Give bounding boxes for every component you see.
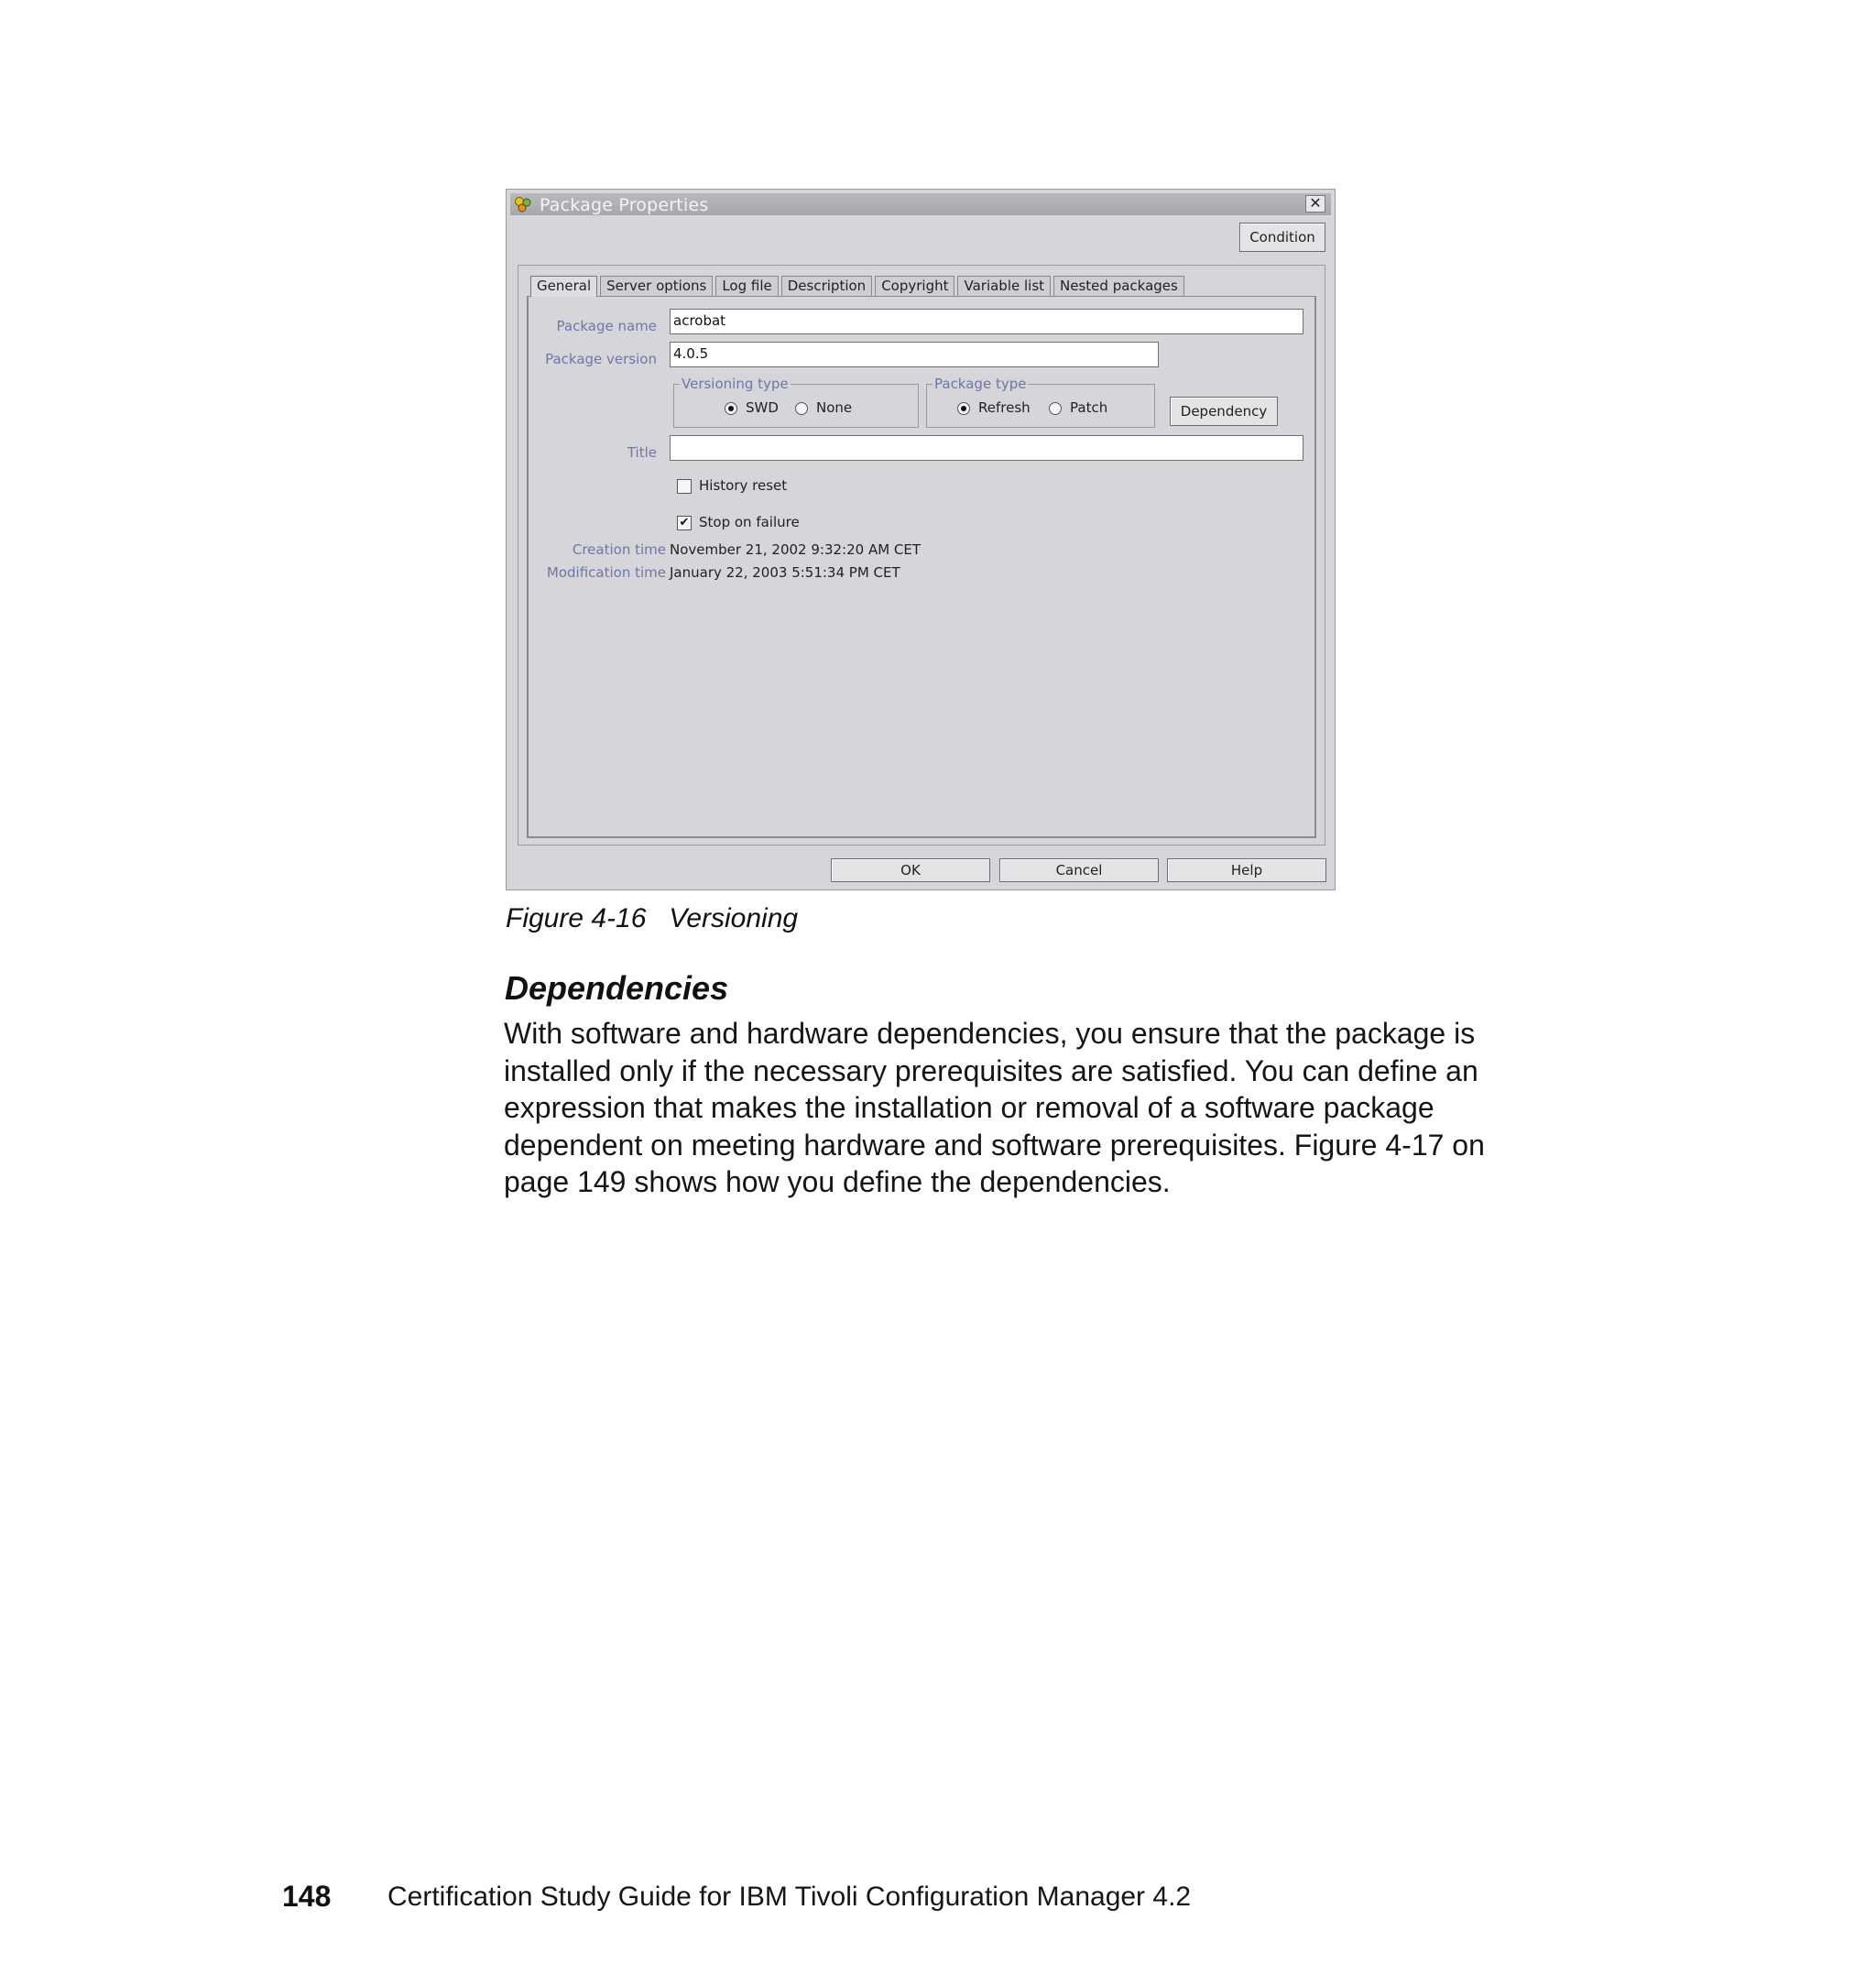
package-patch-radio[interactable] — [1049, 402, 1062, 415]
condition-button-label: Condition — [1249, 229, 1315, 246]
package-refresh-label: Refresh — [978, 399, 1031, 416]
title-label: Title — [627, 444, 657, 461]
versioning-type-group — [673, 376, 919, 428]
tab-variable-list[interactable]: Variable list — [957, 276, 1051, 296]
figure-caption: Figure 4-16 Versioning — [506, 903, 799, 933]
ok-button[interactable] — [831, 858, 990, 882]
package-type-label: Package type — [934, 376, 1027, 392]
tab-general[interactable]: General — [530, 276, 597, 297]
title-input[interactable] — [670, 435, 1303, 461]
cancel-button-label: Cancel — [1055, 862, 1103, 878]
tab-description[interactable]: Description — [781, 276, 872, 296]
tab-nested-packages[interactable]: Nested packages — [1053, 276, 1184, 296]
close-icon[interactable]: ✕ — [1305, 195, 1325, 213]
versioning-swd-label: SWD — [746, 399, 779, 416]
package-app-icon — [514, 196, 532, 213]
creation-time-value: November 21, 2002 9:32:20 AM CET — [670, 541, 922, 558]
dialog-title: Package Properties — [540, 195, 709, 215]
package-patch-label: Patch — [1070, 399, 1108, 416]
condition-button[interactable] — [1239, 223, 1325, 252]
history-reset-checkbox[interactable] — [677, 479, 692, 494]
history-reset-label: History reset — [699, 477, 788, 494]
package-properties-dialog — [506, 189, 1336, 890]
tab-copyright[interactable]: Copyright — [875, 276, 954, 296]
modification-time-label: Modification time — [546, 564, 666, 581]
versioning-none-radio[interactable] — [795, 402, 808, 415]
dependency-button-label: Dependency — [1180, 403, 1268, 420]
stop-on-failure-label: Stop on failure — [699, 514, 800, 530]
page-number: 148 — [282, 1880, 332, 1913]
book-title: Certification Study Guide for IBM Tivoli Configuration Manager 4.2 — [387, 1882, 1192, 1912]
package-name-input[interactable]: acrobat — [670, 309, 1303, 334]
stop-on-failure-checkbox[interactable]: ✔ — [677, 516, 692, 530]
versioning-swd-radio[interactable] — [725, 402, 737, 415]
creation-time-label: Creation time — [572, 541, 666, 558]
package-version-input[interactable]: 4.0.5 — [670, 342, 1159, 367]
versioning-none-label: None — [816, 399, 853, 416]
cancel-button[interactable] — [999, 858, 1159, 882]
package-name-label: Package name — [556, 318, 657, 334]
help-button[interactable] — [1167, 858, 1326, 882]
package-refresh-radio[interactable] — [957, 402, 970, 415]
package-version-label: Package version — [545, 351, 657, 367]
tab-log-file[interactable]: Log file — [715, 276, 778, 296]
tab-server-options[interactable]: Server options — [600, 276, 713, 296]
package-type-group — [926, 376, 1155, 428]
versioning-type-label: Versioning type — [682, 376, 789, 392]
dialog-titlebar[interactable] — [510, 193, 1331, 215]
body-paragraph: With software and hardware dependencies, you ensure that the package is installed only if the necessary prerequisites are satisfied. You can define an expression that makes the installation or removal of a software package dependent on meeting hardware and software prerequisites. Figure 4-17 on page 149 shows how you define the dependencies. — [504, 1017, 1485, 1198]
dependency-button[interactable] — [1170, 397, 1278, 426]
tab-strip — [530, 276, 1187, 297]
section-heading: Dependencies — [505, 969, 729, 1007]
help-button-label: Help — [1230, 862, 1263, 878]
modification-time-value: January 22, 2003 5:51:34 PM CET — [670, 564, 900, 581]
ok-button-label: OK — [900, 862, 921, 878]
